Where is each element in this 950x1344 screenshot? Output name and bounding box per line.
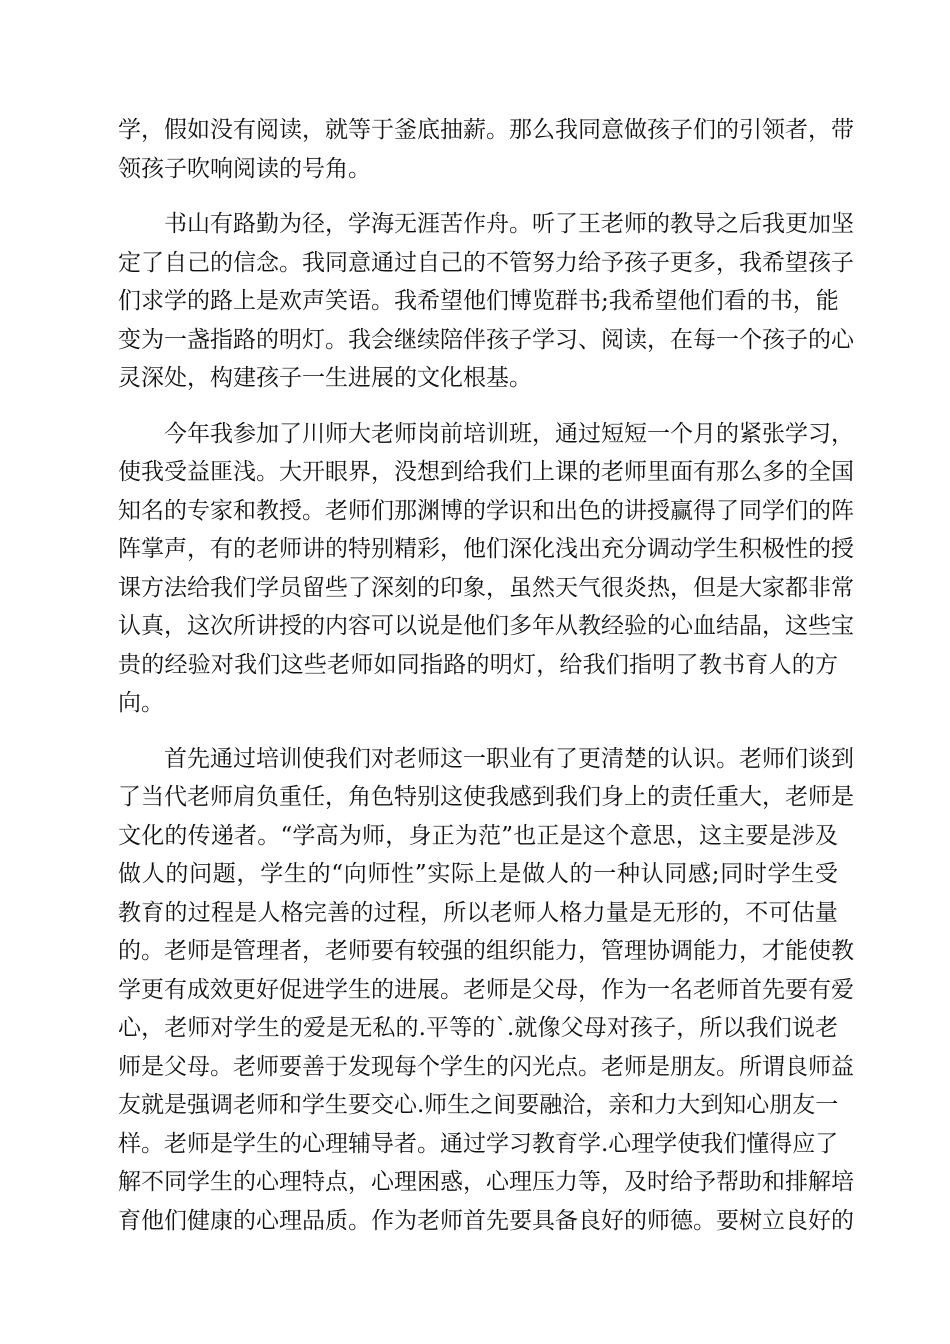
text-line: 文化的传递者。“学高为师，身正为范”也正是这个意思，这主要是涉及 [118, 822, 838, 849]
text-line: 知名的专家和教授。老师们那渊博的学识和出色的讲授赢得了同学们的阵 [118, 497, 854, 524]
text-line: 向。 [118, 690, 164, 716]
text-line: 的。老师是管理者，老师要有较强的组织能力，管理协调能力，才能使教 [118, 938, 854, 964]
paragraph-1 [118, 111, 854, 188]
text-line: 学，假如没有阅读，就等于釜底抽薪。那么我同意做孩子们的引领者，带 [118, 117, 854, 143]
text-line: 友就是强调老师和学生要交心.师生之间要融洽，亲和力大到知心朋友一 [118, 1092, 839, 1118]
text-line: 使我受益匪浅。大开眼界，没想到给我们上课的老师里面有那么多的全国 [118, 459, 854, 485]
text-line: 教育的过程是人格完善的过程，所以老师人格力量是无形的，不可估量 [118, 899, 838, 926]
text-line: 师是父母。老师要善于发现每个学生的闪光点。老师是朋友。所谓良师益 [118, 1053, 854, 1080]
text-line: 样。老师是学生的心理辅导者。通过学习教育学.心理学使我们懂得应了 [118, 1130, 839, 1157]
text-line: 首先通过培训使我们对老师这一职业有了更清楚的认识。老师们谈到 [118, 745, 854, 772]
text-line: 贵的经验对我们这些老师如同指路的明灯，给我们指明了教书育人的方 [118, 651, 838, 678]
paragraph-2 [118, 205, 854, 398]
text-line: 做人的问题，学生的“向师性”实际上是做人的一种认同感;同时学生受 [118, 861, 838, 887]
text-line: 了当代老师肩负重任，角色特别这使我感到我们身上的责任重大，老师是 [118, 784, 854, 810]
text-line: 认真，这次所讲授的内容可以说是他们多年从教经验的心血结晶，这些宝 [118, 613, 854, 639]
text-line: 们求学的路上是欢声笑语。我希望他们博览群书;我希望他们看的书，能 [118, 288, 839, 314]
text-line: 课方法给我们学员留些了深刻的印象，虽然天气很炎热，但是大家都非常 [118, 574, 854, 601]
text-line: 心，老师对学生的爱是无私的.平等的`.就像父母对孩子，所以我们说老 [118, 1015, 838, 1041]
paragraph-3 [118, 415, 854, 723]
text-line: 灵深处，构建孩子一生进展的文化根基。 [118, 365, 532, 391]
paragraph-4 [118, 740, 854, 1241]
text-line: 育他们健康的心理品质。作为老师首先要具备良好的师德。要树立良好的 [118, 1207, 854, 1234]
text-line: 变为一盏指路的明灯。我会继续陪伴孩子学习、阅读，在每一个孩子的心 [118, 326, 854, 353]
document-body [118, 111, 854, 1257]
text-line: 阵掌声，有的老师讲的特别精彩，他们深化浅出充分调动学生积极性的授 [118, 536, 854, 562]
text-line: 书山有路勤为径，学海无涯苦作舟。听了王老师的教导之后我更加坚 [118, 211, 854, 237]
text-line: 解不同学生的心理特点，心理困惑，心理压力等，及时给予帮助和排解培 [118, 1169, 854, 1195]
text-line: 定了自己的信念。我同意通过自己的不管努力给予孩子更多，我希望孩子 [118, 249, 854, 276]
text-line: 学更有成效更好促进学生的进展。老师是父母，作为一名老师首先要有爱 [118, 976, 854, 1003]
text-line: 领孩子吹响阅读的号角。 [118, 155, 371, 182]
text-line: 今年我参加了川师大老师岗前培训班，通过短短一个月的紧张学习， [118, 420, 854, 447]
